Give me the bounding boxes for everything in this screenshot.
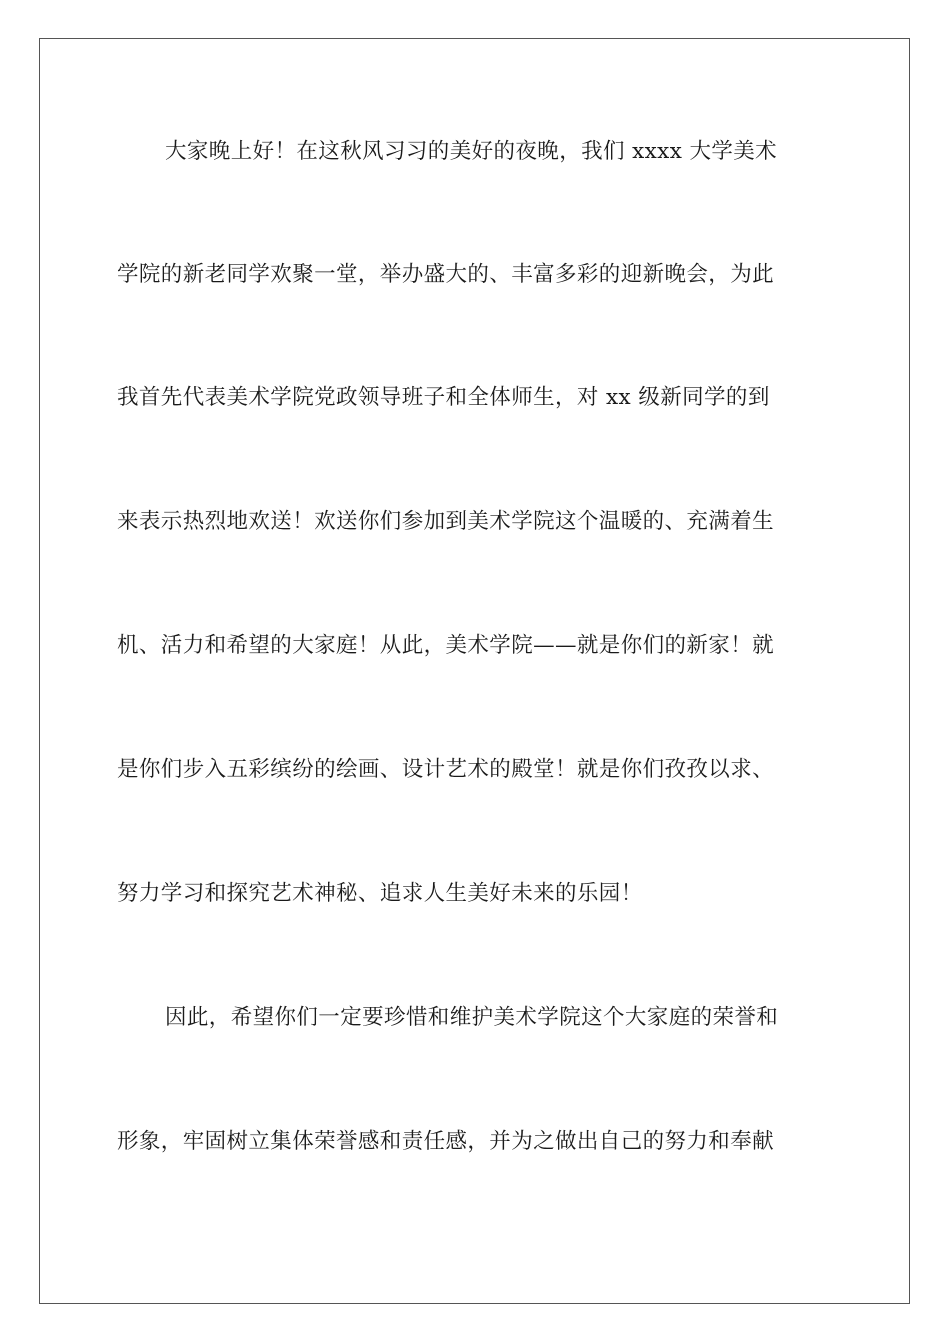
paragraph-1-line-5: 机、活力和希望的大家庭！从此，美术学院——就是你们的新家！就	[117, 633, 775, 658]
paragraph-1-line-2: 学院的新老同学欢聚一堂，举办盛大的、丰富多彩的迎新晚会，为此	[117, 262, 775, 287]
paragraph-1-line-1: 大家晚上好！在这秋风习习的美好的夜晚，我们 xxxx 大学美术	[165, 139, 778, 164]
page-border	[39, 38, 910, 1304]
paragraph-1-line-7: 努力学习和探究艺术神秘、追求人生美好未来的乐园！	[117, 881, 643, 906]
paragraph-1-line-3: 我首先代表美术学院党政领导班子和全体师生，对 xx 级新同学的到	[117, 385, 770, 410]
paragraph-2-line-1: 因此，希望你们一定要珍惜和维护美术学院这个大家庭的荣誉和	[165, 1005, 779, 1030]
paragraph-2-line-2: 形象，牢固树立集体荣誉感和责任感，并为之做出自己的努力和奉献	[117, 1129, 775, 1154]
paragraph-1-line-4: 来表示热烈地欢送！欢送你们参加到美术学院这个温暖的、充满着生	[117, 509, 775, 534]
paragraph-1-line-6: 是你们步入五彩缤纷的绘画、设计艺术的殿堂！就是你们孜孜以求、	[117, 757, 775, 782]
